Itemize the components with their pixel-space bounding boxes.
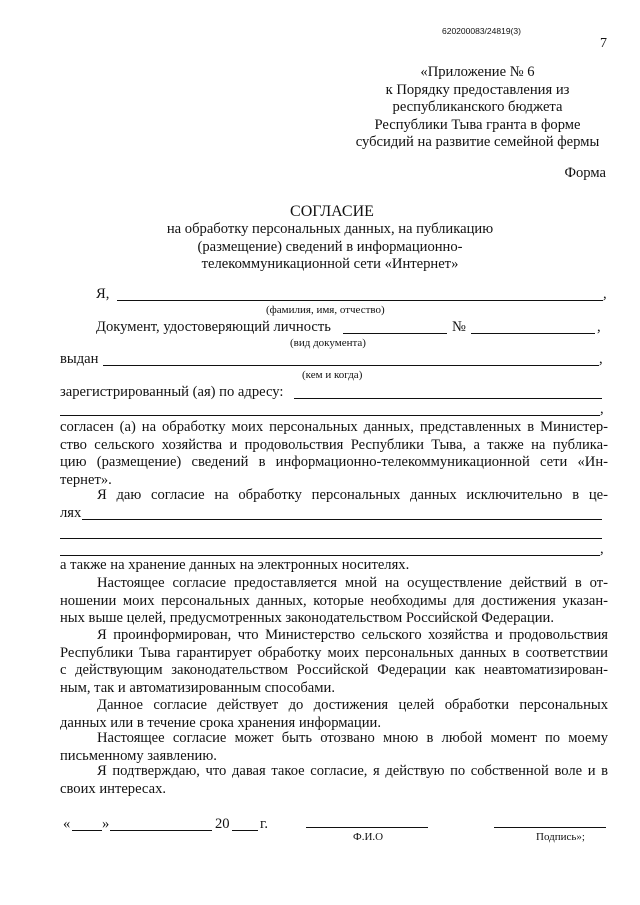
id-document-number-line[interactable] xyxy=(471,333,595,334)
consent-line: ство сельского хозяйства и продовольствия Республики Тыва, а также на публика- xyxy=(60,436,608,453)
date-year-line[interactable] xyxy=(232,830,258,831)
address-label: зарегистрированный (ая) по адресу: xyxy=(60,384,284,400)
paragraph-line: ношении моих персональных данных, которые необходимы для достижения указан- xyxy=(60,592,608,609)
subtitle-line: телекоммуникационной сети «Интернет» xyxy=(201,256,459,273)
paragraph-line: ных выше целей, предусмотренных законодательством Российской Федерации. xyxy=(60,610,554,626)
date-year-suffix: г. xyxy=(260,816,268,832)
paragraph-provision xyxy=(60,575,608,628)
signature-line[interactable] xyxy=(494,827,606,828)
document-type-hint: (вид документа) xyxy=(290,337,366,349)
address-field-line-2[interactable] xyxy=(60,415,600,416)
issued-hint: (кем и когда) xyxy=(302,369,363,381)
form-label: Форма xyxy=(564,165,606,181)
consent-line: цию (размещение) сведений в информационно-телекоммуникационной сети «Ин- xyxy=(60,454,608,470)
paragraph-line: Данное согласие действует до достижения целей обработки персональных xyxy=(97,697,608,713)
name-label: Я, xyxy=(96,286,110,302)
purpose-paragraph xyxy=(60,487,608,505)
issued-field-end: , xyxy=(599,351,603,367)
paragraph-line: данных или в течение срока хранения информации. xyxy=(60,714,381,731)
appendix-line: субсидий на развитие семейной фермы xyxy=(355,134,600,151)
appendix-header xyxy=(355,64,600,152)
purpose-field-line-3[interactable] xyxy=(60,555,600,556)
consent-paragraph xyxy=(60,419,608,489)
signature-caption: Подпись»; xyxy=(536,831,585,843)
paragraph-informed xyxy=(60,627,608,697)
paragraph-line: Настоящее согласие предоставляется мной на осуществление действий в от- xyxy=(97,575,608,591)
paragraph-confirmation xyxy=(60,763,608,798)
fio-signature-line[interactable] xyxy=(306,827,428,828)
document-subtitle xyxy=(150,221,510,274)
date-year-prefix: 20 xyxy=(215,816,230,832)
fio-caption: Ф.И.О xyxy=(353,831,384,843)
paragraph-line: с действующим законодательством Российской Федерации как неавтоматизирован- xyxy=(60,662,608,678)
paragraph-line: письменному заявлению. xyxy=(60,747,217,764)
purpose-field-end: , xyxy=(600,541,604,557)
document-title: СОГЛАСИЕ xyxy=(290,203,374,220)
id-document-label: Документ, удостоверяющий личность xyxy=(96,319,331,335)
name-field-end: , xyxy=(603,286,607,302)
purpose-label: лях xyxy=(60,505,82,521)
purpose-field-line-2[interactable] xyxy=(60,538,602,539)
paragraph-line: Настоящее согласие может быть отозвано мною в любой момент по моему xyxy=(97,730,608,746)
fio-hint: (фамилия, имя, отчество) xyxy=(266,304,385,316)
purpose-field-line[interactable] xyxy=(82,519,602,520)
page-number: 7 xyxy=(600,36,607,51)
address-field-line[interactable] xyxy=(294,398,602,399)
paragraph-line: ным, так и автоматизированным способами. xyxy=(60,679,335,696)
document-number-label: № xyxy=(452,319,466,335)
appendix-line: республиканского бюджета xyxy=(392,99,563,116)
appendix-line: Республики Тыва гранта в форме xyxy=(374,116,581,133)
paragraph-line: Я проинформирован, что Министерство сельского хозяйства и продовольствия xyxy=(97,627,608,643)
name-field-line[interactable] xyxy=(117,300,603,301)
paragraph-line: Я подтверждаю, что давая такое согласие, я действую по собственной воле и в xyxy=(97,763,608,779)
issued-label: выдан xyxy=(60,351,99,367)
paragraph-line: Республики Тыва гарантирует обработку моих персональных данных в соответствии xyxy=(60,644,608,661)
date-month-line[interactable] xyxy=(110,830,212,831)
appendix-line: к Порядку предоставления из xyxy=(385,81,570,98)
date-quote-open: « xyxy=(63,816,71,832)
paragraph-validity xyxy=(60,697,608,732)
subtitle-line: на обработку персональных данных, на публикацию xyxy=(166,221,494,237)
issued-field-line[interactable] xyxy=(103,365,599,366)
document-field-end: , xyxy=(597,319,601,335)
appendix-line: «Приложение № 6 xyxy=(420,64,535,80)
document-number: 620200083/24819(3) xyxy=(442,26,521,36)
consent-line: тернет». xyxy=(60,471,112,488)
paragraph-line: своих интересах. xyxy=(60,780,167,797)
purpose-line: Я даю согласие на обработку персональных данных исключительно в це- xyxy=(97,487,608,503)
consent-line: согласен (а) на обработку моих персональных данных, представленных в Министер- xyxy=(60,419,608,435)
date-quote-close: » xyxy=(102,816,110,832)
address-field-end: , xyxy=(600,401,604,417)
storage-line: а также на хранение данных на электронных носителях. xyxy=(60,557,410,573)
id-document-type-line[interactable] xyxy=(343,333,447,334)
paragraph-revocation xyxy=(60,730,608,765)
subtitle-line: (размещение) сведений в информационно- xyxy=(197,238,463,255)
date-day-line[interactable] xyxy=(72,830,102,831)
